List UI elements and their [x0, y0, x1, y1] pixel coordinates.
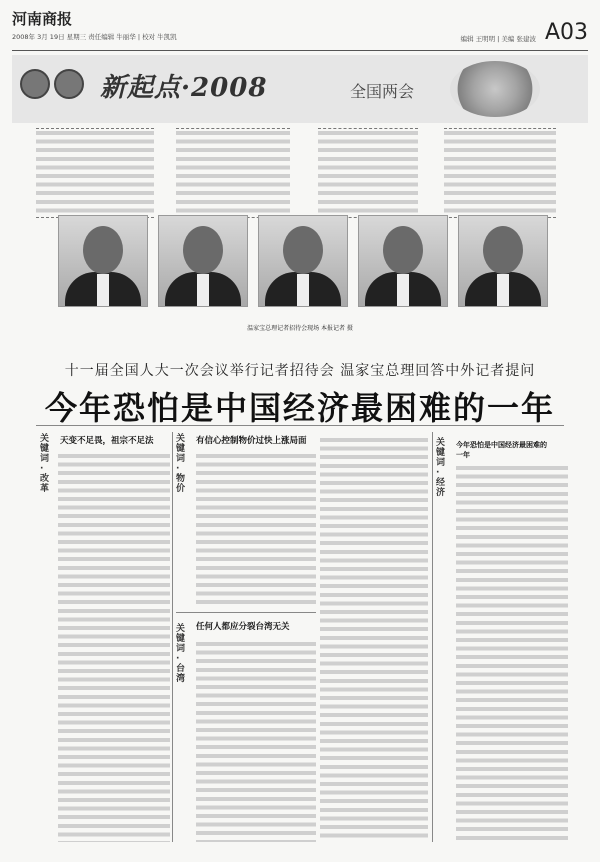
quote-box [36, 128, 154, 218]
quote-box [444, 128, 556, 218]
premier-photo [58, 215, 148, 307]
page-number: A03 [544, 20, 588, 45]
quote-box [318, 128, 418, 218]
premier-photo [258, 215, 348, 307]
headline: 今年恐怕是中国经济最困难的一年 [44, 389, 555, 427]
column-keyword-label: 关键词·物价 [176, 434, 186, 494]
banner-subtitle: 全国两会 [350, 82, 415, 101]
masthead [12, 6, 588, 51]
column-keyword-label: 关键词·经济 [436, 438, 446, 498]
article-text [320, 436, 428, 842]
article-text [196, 452, 316, 607]
column-divider [432, 432, 433, 842]
divider [36, 425, 564, 426]
column-title: 今年恐怕是中国经济最困难的一年 [456, 441, 547, 459]
premier-photo [458, 215, 548, 307]
photo-caption: 温家宝总理记者招待会现场 本报记者 摄 [247, 325, 353, 332]
great-hall-emblem-icon [450, 61, 540, 117]
article-text [456, 464, 568, 842]
section-banner [12, 55, 588, 123]
editors-line: 编辑 王明明 | 美编 张建波 [460, 35, 536, 43]
subheadline: 十一届全国人大一次会议举行记者招待会 温家宝总理回答中外记者提问 [64, 363, 536, 379]
column-title: 有信心控制物价过快上涨局面 [196, 436, 307, 446]
national-emblem-icon [20, 69, 50, 99]
divider [176, 612, 316, 613]
column-divider [172, 432, 173, 842]
premier-photo [358, 215, 448, 307]
article-text [196, 640, 316, 842]
column-title: 任何人都应分裂台湾无关 [196, 622, 290, 632]
paper-name: 河南商报 [12, 10, 73, 28]
quote-box [176, 128, 290, 218]
banner-logo: 新起点·2008 [100, 73, 268, 103]
column-keyword-label: 关键词·台湾 [176, 624, 186, 684]
party-emblem-icon [54, 69, 84, 99]
column-keyword-label: 关键词·改革 [40, 434, 50, 494]
side-credit [575, 700, 587, 840]
column-title: 天变不足畏，祖宗不足法 [60, 436, 154, 446]
issue-line: 2008年 3月 19日 星期三 责任编辑 牛丽华 | 校对 牛凯凯 [12, 33, 177, 41]
premier-photo [158, 215, 248, 307]
article-text [58, 452, 170, 842]
